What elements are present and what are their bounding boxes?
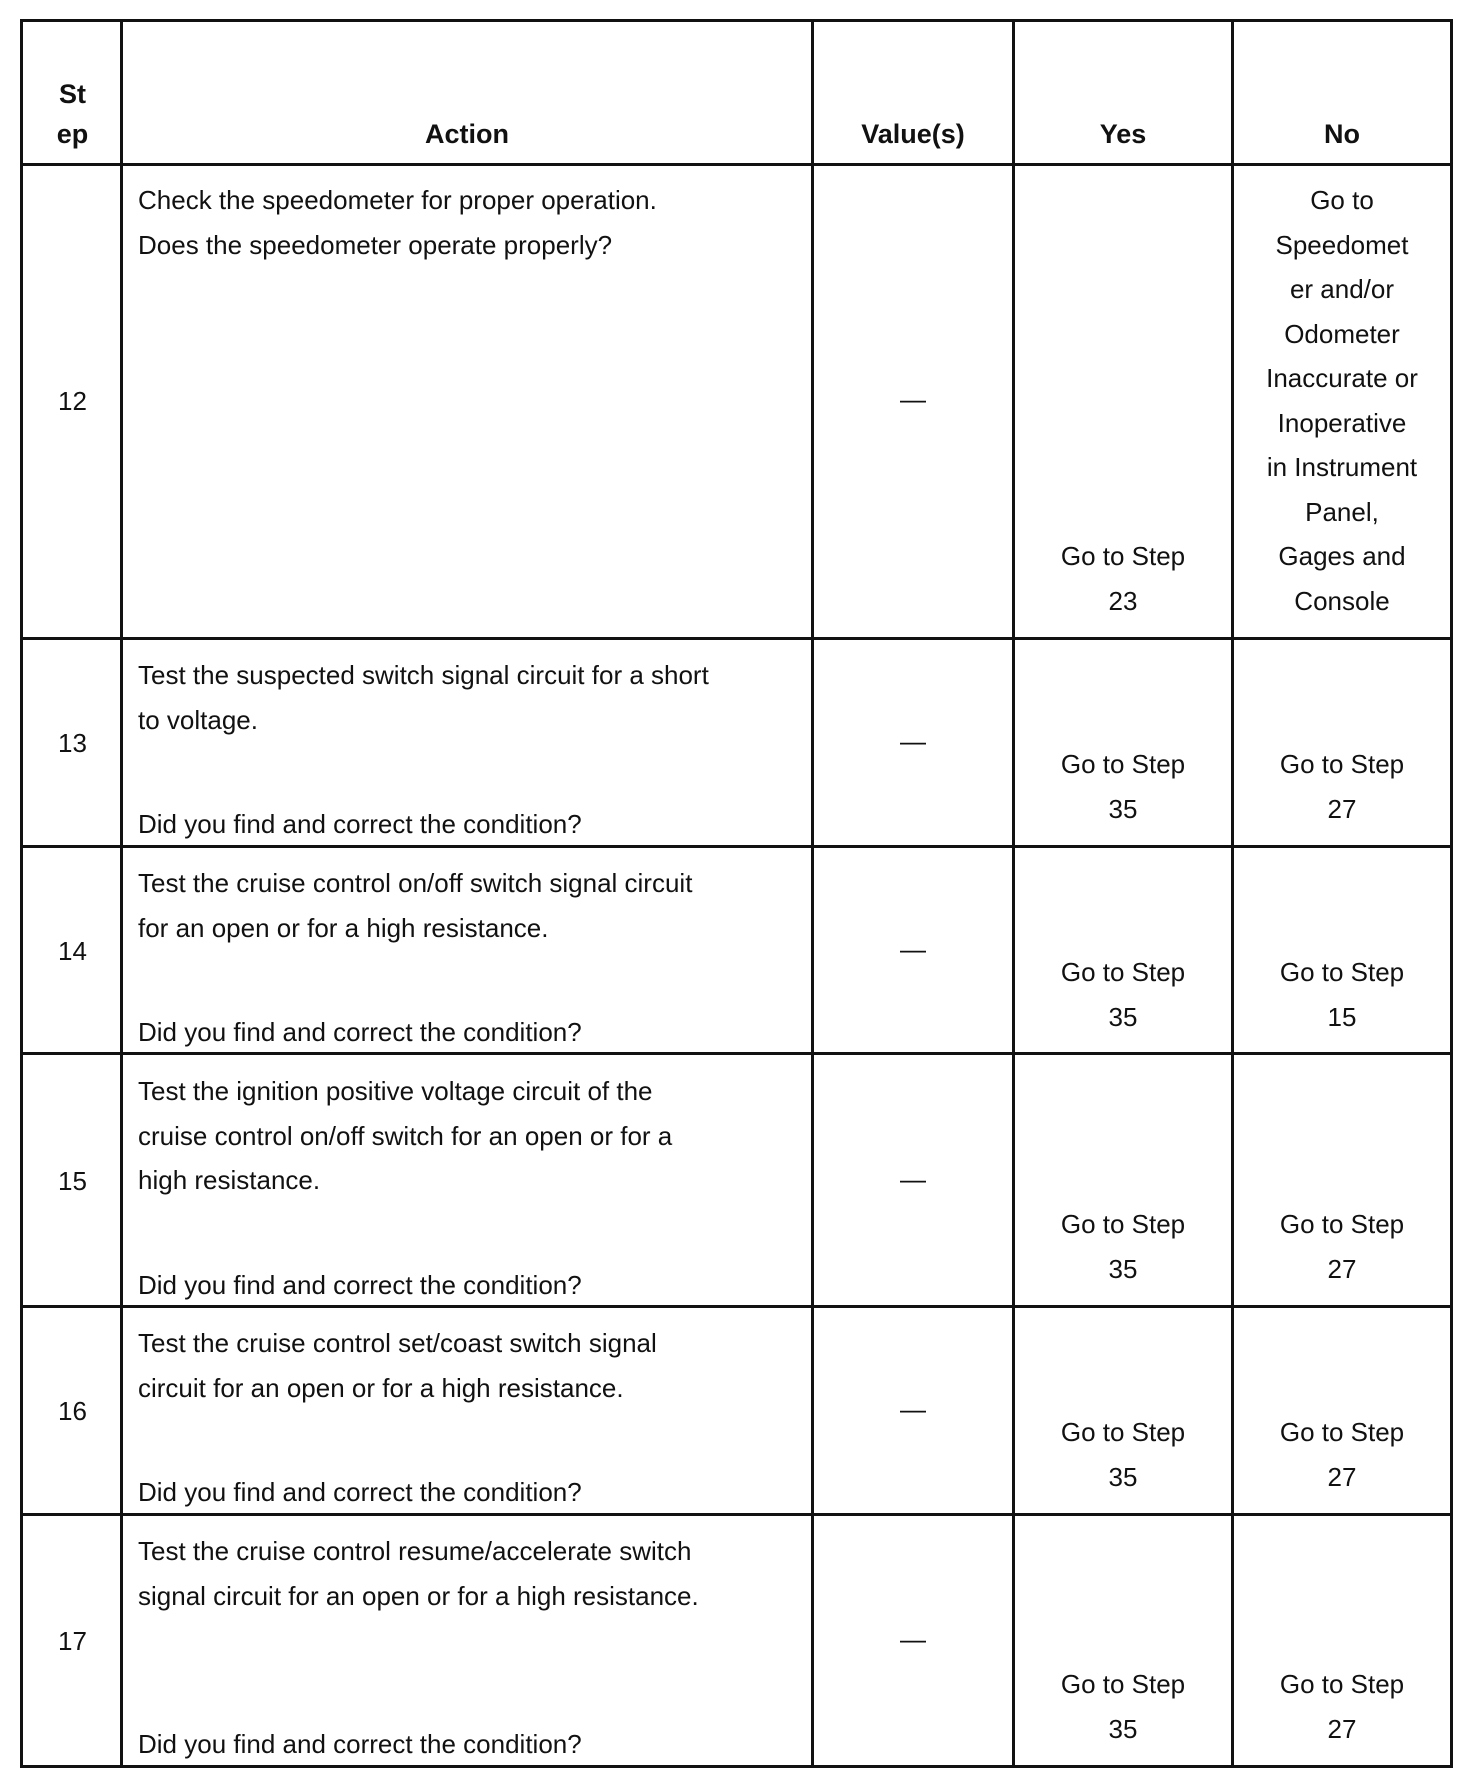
action-line: for an open or for a high resistance. xyxy=(138,912,549,943)
action-text xyxy=(138,1321,808,1410)
table-border-top xyxy=(20,19,1453,22)
no-line: Panel, xyxy=(1305,496,1379,527)
yes-line: Go to Step xyxy=(1060,541,1186,571)
no-line: Odometer xyxy=(1284,318,1400,349)
step-number: 16 xyxy=(58,1396,87,1426)
action-text xyxy=(138,1069,808,1203)
action-line: to voltage. xyxy=(138,704,258,735)
table-border-right xyxy=(1450,20,1453,1767)
yes-line: Go to Step xyxy=(1060,1209,1186,1239)
no-line: er and/or xyxy=(1289,274,1395,304)
no-line: Inaccurate or xyxy=(1266,363,1418,393)
action-question: Did you find and correct the condition? xyxy=(138,1477,582,1507)
value-dash: — xyxy=(900,934,926,964)
action-text xyxy=(138,861,808,950)
no-result xyxy=(1234,1662,1450,1751)
action-line: Test the cruise control on/off switch signal circuit xyxy=(138,868,693,898)
action-line: Test the cruise control set/coast switch signal xyxy=(138,1328,657,1358)
no-line: 15 xyxy=(1327,1001,1357,1032)
yes-result xyxy=(1015,1662,1231,1751)
no-line: Inoperative xyxy=(1277,407,1407,438)
header-no: No xyxy=(1324,119,1360,149)
action-text xyxy=(138,653,808,742)
table-border-left xyxy=(20,20,23,1767)
step-number: 13 xyxy=(58,728,87,758)
no-line: Go to Step xyxy=(1279,1209,1405,1239)
no-line: in Instrument xyxy=(1266,452,1418,482)
yes-line: 35 xyxy=(1108,793,1138,824)
no-line: Go to xyxy=(1310,185,1374,215)
action-question: Did you find and correct the condition? xyxy=(138,1017,582,1047)
no-line: 27 xyxy=(1327,1461,1357,1492)
yes-line: 35 xyxy=(1108,1001,1138,1032)
step-number: 15 xyxy=(58,1166,87,1196)
action-text xyxy=(138,178,808,267)
column-divider xyxy=(120,20,123,1767)
no-line: 27 xyxy=(1327,793,1357,824)
row-divider xyxy=(20,637,1453,640)
no-line: Go to Step xyxy=(1279,749,1405,779)
yes-line: Go to Step xyxy=(1060,749,1186,779)
no-line: Gages and xyxy=(1278,541,1406,571)
no-line: Go to Step xyxy=(1279,957,1405,987)
yes-line: Go to Step xyxy=(1060,957,1186,987)
column-divider xyxy=(811,20,814,1767)
value-dash: — xyxy=(900,384,926,414)
header-step: St ep xyxy=(56,79,89,149)
column-divider xyxy=(1012,20,1015,1767)
header-divider xyxy=(20,163,1453,166)
yes-line: 35 xyxy=(1108,1253,1138,1284)
header-values: Value(s) xyxy=(861,119,965,149)
no-line: Go to Step xyxy=(1279,1417,1405,1447)
yes-line: 35 xyxy=(1108,1713,1138,1744)
action-question: Did you find and correct the condition? xyxy=(138,1270,582,1300)
step-number: 17 xyxy=(58,1626,87,1656)
yes-result xyxy=(1015,534,1231,623)
yes-line: 35 xyxy=(1108,1461,1138,1492)
header-yes: Yes xyxy=(1099,119,1147,149)
header-action: Action xyxy=(425,119,509,149)
no-line: 27 xyxy=(1327,1253,1357,1284)
action-question: Did you find and correct the condition? xyxy=(138,1729,582,1759)
action-line: Test the suspected switch signal circuit for a short xyxy=(138,660,709,690)
action-line: Does the speedometer operate properly? xyxy=(138,229,613,260)
action-text xyxy=(138,1529,808,1618)
yes-result xyxy=(1015,742,1231,831)
step-number: 14 xyxy=(58,936,87,966)
value-dash: — xyxy=(900,1164,926,1194)
action-question: Did you find and correct the condition? xyxy=(138,809,582,839)
no-line: 27 xyxy=(1327,1713,1357,1744)
no-result xyxy=(1234,1202,1450,1291)
no-line: Speedomet xyxy=(1275,229,1409,260)
yes-line: Go to Step xyxy=(1060,1417,1186,1447)
no-line: Console xyxy=(1294,585,1390,616)
yes-result xyxy=(1015,1410,1231,1499)
action-line: cruise control on/off switch for an open or for a xyxy=(138,1120,673,1151)
yes-result xyxy=(1015,950,1231,1039)
value-dash: — xyxy=(900,726,926,756)
no-result xyxy=(1234,1410,1450,1499)
no-result xyxy=(1234,742,1450,831)
value-dash: — xyxy=(900,1394,926,1424)
action-line: high resistance. xyxy=(138,1165,321,1195)
action-line: signal circuit for an open or for a high resistance. xyxy=(138,1580,699,1611)
action-line: Test the ignition positive voltage circuit of the xyxy=(138,1076,653,1106)
step-number: 12 xyxy=(58,386,87,416)
action-line: circuit for an open or for a high resistance. xyxy=(138,1372,624,1403)
action-line: Test the cruise control resume/accelerate switch xyxy=(138,1536,692,1566)
action-line: Check the speedometer for proper operation. xyxy=(138,185,657,215)
no-result xyxy=(1234,178,1450,623)
yes-line: 23 xyxy=(1108,585,1138,616)
no-result xyxy=(1234,950,1450,1039)
no-line: Go to Step xyxy=(1279,1669,1405,1699)
yes-result xyxy=(1015,1202,1231,1291)
value-dash: — xyxy=(900,1624,926,1654)
yes-line: Go to Step xyxy=(1060,1669,1186,1699)
